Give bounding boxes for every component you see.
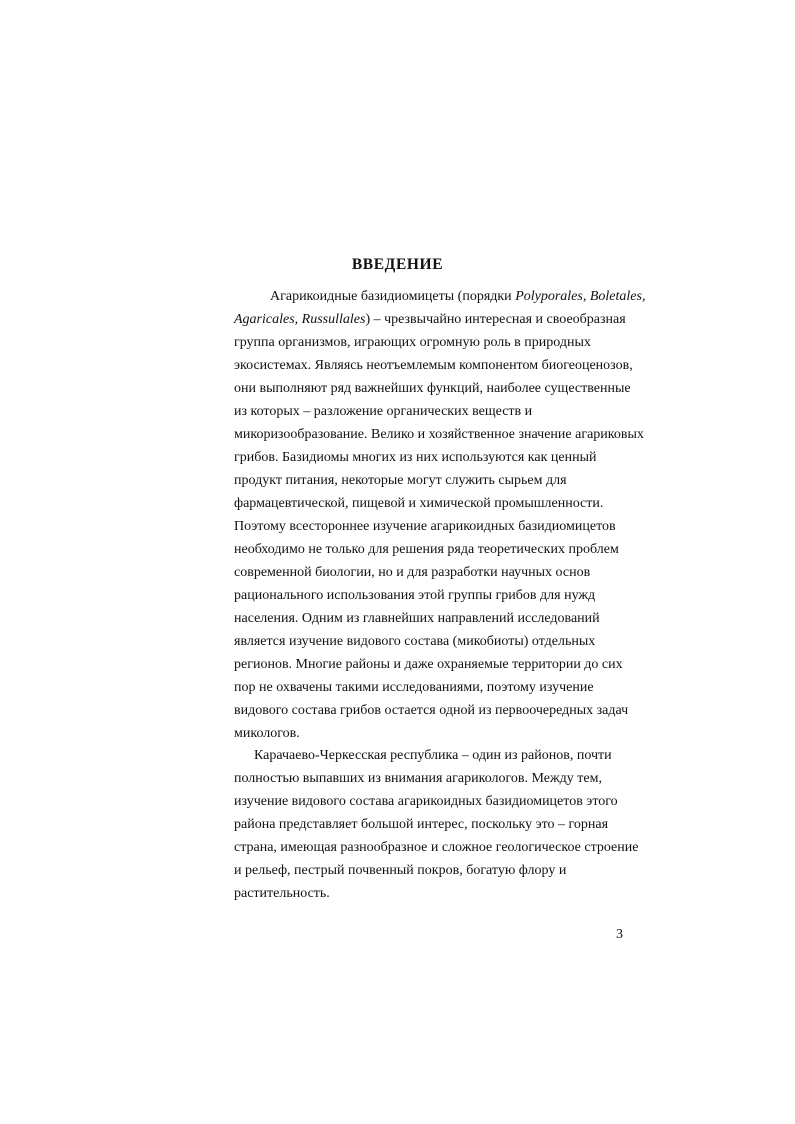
text-line-13: современной биологии, но и для разработки научных основ xyxy=(234,565,591,580)
text-line-8: грибов. Базидиомы многих из них используются как ценный xyxy=(234,450,597,465)
text-line-25: страна, имеющая разнообразное и сложное геологическое строение xyxy=(234,840,639,855)
text-line-17: регионов. Многие районы и даже охраняемые территории до сих xyxy=(234,657,623,672)
text-line-3: группа организмов, играющих огромную роль в природных xyxy=(234,335,591,350)
text-line-1 xyxy=(270,288,645,306)
text-line-18: пор не охвачены такими исследованиями, поэтому изучение xyxy=(234,680,594,695)
text-line-21: Карачаево-Черкесская республика – один из районов, почти xyxy=(254,748,612,763)
text-line-5: они выполняют ряд важнейших функций, наиболее существенные xyxy=(234,381,631,396)
text-line-10: фармацевтической, пищевой и химической промышленности. xyxy=(234,496,604,511)
text-line-4: экосистемах. Являясь неотъемлемым компонентом биогеоценозов, xyxy=(234,358,633,373)
text-line-11: Поэтому всестороннее изучение агарикоидных базидиомицетов xyxy=(234,519,616,534)
section-heading: ВВЕДЕНИЕ xyxy=(351,256,444,273)
line-1-latin: Polyporales, Boletales, xyxy=(515,289,646,304)
text-line-14: рационального использования этой группы грибов для нужд xyxy=(234,588,596,603)
text-line-27: растительность. xyxy=(234,886,330,901)
line-2-latin: Agaricales, Russullales xyxy=(234,312,366,327)
text-line-2 xyxy=(234,311,626,329)
text-line-12: необходимо не только для решения ряда теоретических проблем xyxy=(234,542,619,557)
text-line-22: полностью выпавших из внимания агарикологов. Между тем, xyxy=(234,771,602,786)
line-2-part-2: ) – чрезвычайно интересная и своеобразная xyxy=(365,312,626,327)
text-line-26: и рельеф, пестрый почвенный покров, богатую флору и xyxy=(234,863,567,878)
text-line-15: населения. Одним из главнейших направлений исследований xyxy=(234,611,600,626)
line-1-part-1: Агарикоидные базидиомицеты (порядки xyxy=(270,289,516,304)
text-line-23: изучение видового состава агарикоидных базидиомицетов этого xyxy=(234,794,618,809)
text-line-24: района представляет большой интерес, поскольку это – горная xyxy=(234,817,609,832)
text-line-9: продукт питания, некоторые могут служить сырьем для xyxy=(234,473,567,488)
text-line-16: является изучение видового состава (микобиоты) отдельных xyxy=(234,634,596,649)
text-line-19: видового состава грибов остается одной из первоочередных задач xyxy=(234,703,629,718)
page-number: 3 xyxy=(616,927,623,942)
text-line-7: микоризообразование. Велико и хозяйственное значение агариковых xyxy=(234,427,644,442)
text-line-6: из которых – разложение органических веществ и xyxy=(234,404,533,419)
text-line-20: микологов. xyxy=(234,726,300,741)
